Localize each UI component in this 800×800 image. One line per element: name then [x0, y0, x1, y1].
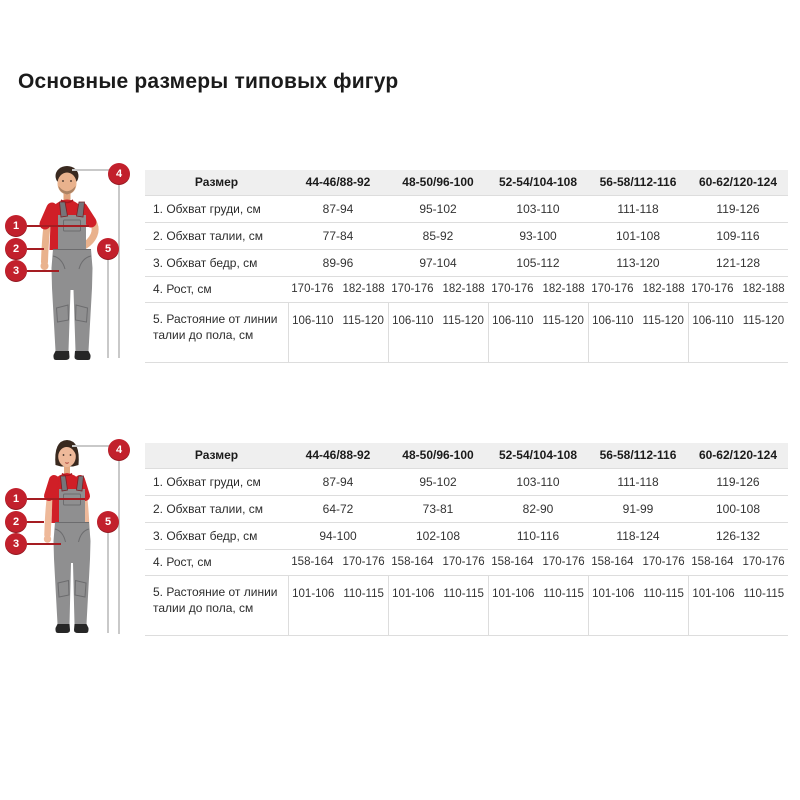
- male-shirt-sleeve-left: [45, 208, 52, 224]
- row-label: 1. Обхват груди, см: [145, 195, 288, 222]
- cell: 119-126: [688, 468, 788, 495]
- cell: 170-176 182-188: [688, 276, 788, 302]
- measure-marker-5: 5: [97, 238, 119, 260]
- row-label: 4. Рост, см: [145, 549, 288, 575]
- table-row: [145, 522, 788, 549]
- cell: 91-99: [588, 495, 688, 522]
- male-left-hand: [41, 262, 49, 270]
- header-size-col: 44-46/88-92: [288, 443, 388, 468]
- cell: 158-164 170-176: [288, 549, 388, 575]
- cell: 119-126: [688, 195, 788, 222]
- height-top-line: [72, 169, 110, 171]
- row-label: 2. Обхват талии, см: [145, 222, 288, 249]
- waist-to-floor-line: [107, 533, 109, 633]
- table-row: [145, 249, 788, 276]
- cell: 106-110 115-120: [388, 302, 488, 362]
- female-shirt-sleeve-left: [49, 480, 54, 496]
- women-size-section: [0, 273, 800, 673]
- measure-marker-4: 4: [108, 163, 130, 185]
- cell: 121-128: [688, 249, 788, 276]
- cell: 101-106 110-115: [288, 575, 388, 635]
- page-title: Основные размеры типовых фигур: [18, 70, 399, 93]
- waist-measure-line: [27, 521, 44, 523]
- cell: 106-110 115-120: [688, 302, 788, 362]
- women-size-table: [145, 443, 788, 636]
- female-left-hand: [44, 535, 51, 542]
- measure-marker-1: 1: [5, 215, 27, 237]
- cell: 158-164 170-176: [588, 549, 688, 575]
- measure-marker-1: 1: [5, 488, 27, 510]
- row-label: 5. Растояние от линии талии до пола, см: [145, 575, 288, 635]
- cell: 101-108: [588, 222, 688, 249]
- header-size-col: 56-58/112-116: [588, 170, 688, 195]
- cell: 113-120: [588, 249, 688, 276]
- female-eye-left: [63, 454, 65, 456]
- header-size-col: 52-54/104-108: [488, 170, 588, 195]
- cell: 101-106 110-115: [688, 575, 788, 635]
- waist-measure-line: [27, 248, 44, 250]
- cell: 170-176 182-188: [388, 276, 488, 302]
- cell: 111-118: [588, 468, 688, 495]
- cell: 109-116: [688, 222, 788, 249]
- table-row: [145, 495, 788, 522]
- table-header-row: [145, 170, 788, 195]
- male-eye-right: [70, 180, 72, 182]
- header-size-label: Размер: [145, 170, 288, 195]
- measure-marker-3: 3: [5, 533, 27, 555]
- height-vertical-line: [118, 461, 120, 634]
- cell: 89-96: [288, 249, 388, 276]
- cell: 64-72: [288, 495, 388, 522]
- cell: 103-110: [488, 468, 588, 495]
- row-label: 1. Обхват груди, см: [145, 468, 288, 495]
- header-size-col: 48-50/96-100: [388, 443, 488, 468]
- female-shoe-left: [55, 624, 70, 633]
- cell: 111-118: [588, 195, 688, 222]
- header-size-col: 48-50/96-100: [388, 170, 488, 195]
- header-size-col: 60-62/120-124: [688, 170, 788, 195]
- row-label: 3. Обхват бедр, см: [145, 522, 288, 549]
- cell: 170-176 182-188: [488, 276, 588, 302]
- chest-measure-line: [27, 498, 85, 500]
- cell: 93-100: [488, 222, 588, 249]
- female-overall-pants: [54, 522, 91, 624]
- table-row: [145, 549, 788, 575]
- table-header-row: [145, 443, 788, 468]
- cell: 106-110 115-120: [588, 302, 688, 362]
- measure-marker-3: 3: [5, 260, 27, 282]
- measure-marker-2: 2: [5, 511, 27, 533]
- height-top-line: [72, 445, 110, 447]
- header-size-col: 52-54/104-108: [488, 443, 588, 468]
- table-row: [145, 468, 788, 495]
- cell: 101-106 110-115: [488, 575, 588, 635]
- female-eye-right: [70, 454, 72, 456]
- header-size-label: Размер: [145, 443, 288, 468]
- cell: 102-108: [388, 522, 488, 549]
- male-face: [58, 173, 77, 195]
- cell: 101-106 110-115: [588, 575, 688, 635]
- female-shoe-right: [74, 624, 89, 633]
- cell: 94-100: [288, 522, 388, 549]
- cell: 103-110: [488, 195, 588, 222]
- cell: 85-92: [388, 222, 488, 249]
- cell: 118-124: [588, 522, 688, 549]
- cell: 87-94: [288, 195, 388, 222]
- header-size-col: 44-46/88-92: [288, 170, 388, 195]
- cell: 106-110 115-120: [288, 302, 388, 362]
- cell: 170-176 182-188: [588, 276, 688, 302]
- row-label: 4. Рост, см: [145, 276, 288, 302]
- row-label: 2. Обхват талии, см: [145, 495, 288, 522]
- cell: 95-102: [388, 468, 488, 495]
- cell: 101-106 110-115: [388, 575, 488, 635]
- cell: 97-104: [388, 249, 488, 276]
- cell: 170-176 182-188: [288, 276, 388, 302]
- row-label: 3. Обхват бедр, см: [145, 249, 288, 276]
- cell: 158-164 170-176: [488, 549, 588, 575]
- cell: 158-164 170-176: [388, 549, 488, 575]
- cell: 158-164 170-176: [688, 549, 788, 575]
- table-row: [145, 222, 788, 249]
- cell: 126-132: [688, 522, 788, 549]
- row-label: 5. Растояние от линии талии до пола, см: [145, 302, 288, 362]
- chest-measure-line: [27, 225, 89, 227]
- table-row: [145, 575, 788, 635]
- table-row: [145, 195, 788, 222]
- cell: 95-102: [388, 195, 488, 222]
- cell: 100-108: [688, 495, 788, 522]
- measure-marker-2: 2: [5, 238, 27, 260]
- header-size-col: 60-62/120-124: [688, 443, 788, 468]
- measure-marker-5: 5: [97, 511, 119, 533]
- cell: 110-116: [488, 522, 588, 549]
- cell: 106-110 115-120: [488, 302, 588, 362]
- cell: 105-112: [488, 249, 588, 276]
- cell: 73-81: [388, 495, 488, 522]
- cell: 82-90: [488, 495, 588, 522]
- cell: 77-84: [288, 222, 388, 249]
- measure-marker-4: 4: [108, 439, 130, 461]
- header-size-col: 56-58/112-116: [588, 443, 688, 468]
- cell: 87-94: [288, 468, 388, 495]
- hip-measure-line: [27, 543, 61, 545]
- male-eye-left: [62, 180, 64, 182]
- hip-measure-line: [27, 270, 59, 272]
